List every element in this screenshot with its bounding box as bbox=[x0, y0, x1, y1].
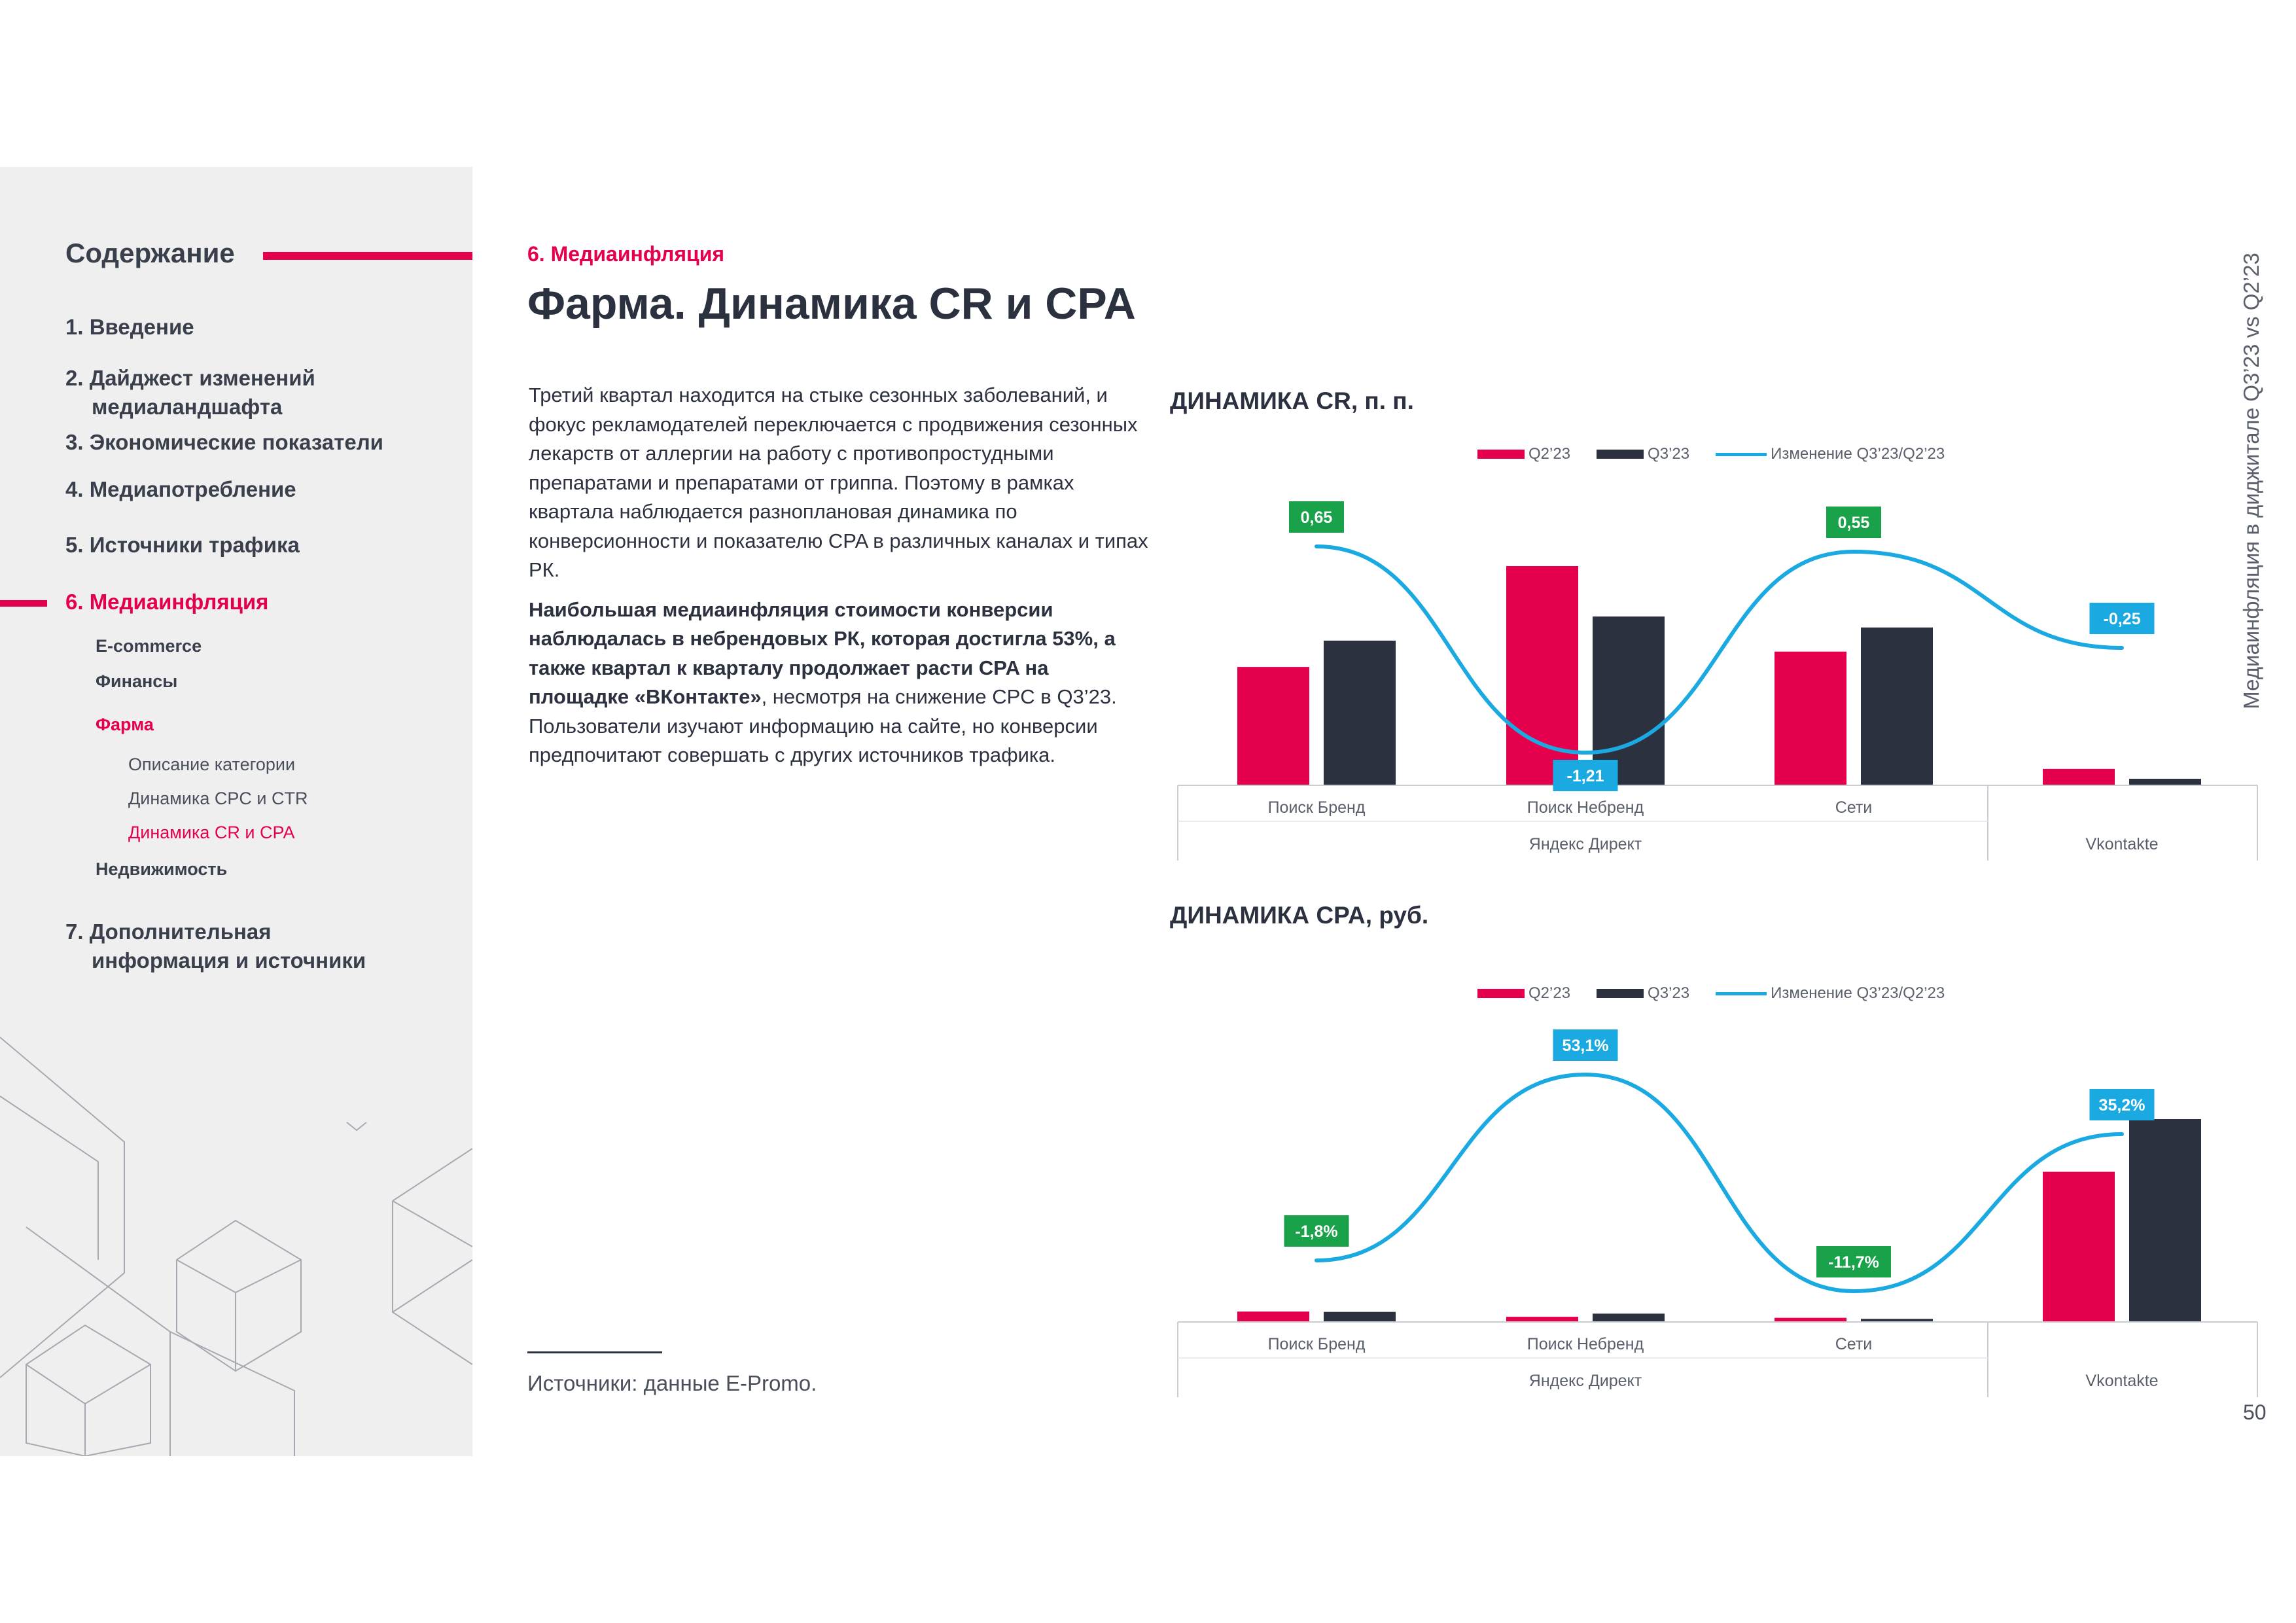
group-label-vkontakte: Vkontakte bbox=[2085, 835, 2159, 853]
legend-label-change: Изменение Q3’23/Q2’23 bbox=[1771, 984, 1945, 1002]
change-label-text-3: 35,2% bbox=[2098, 1096, 2146, 1115]
vertical-report-title: Медиаинфляция в диджитале Q3’23 vs Q2’23 bbox=[2239, 253, 2263, 709]
legend-item-q2 bbox=[1477, 984, 1570, 1003]
legend-swatch-q2 bbox=[1477, 989, 1525, 998]
toc-sub-real-estate[interactable]: Недвижимость bbox=[96, 859, 228, 879]
category-label-2: Сети bbox=[1835, 798, 1873, 817]
legend-item-q3 bbox=[1597, 984, 1689, 1003]
table-of-contents-sidebar bbox=[0, 167, 472, 1456]
legend-item-q2 bbox=[1477, 445, 1570, 463]
legend-label-change: Изменение Q3’23/Q2’23 bbox=[1771, 445, 1945, 463]
change-label-1 bbox=[1553, 760, 1618, 791]
toc-item-digest-line2[interactable]: медиаландшафта bbox=[92, 395, 283, 419]
change-line bbox=[1316, 1075, 2122, 1291]
change-line bbox=[1316, 546, 2122, 753]
category-label-0: Поиск Бренд bbox=[1267, 798, 1366, 817]
legend-item-q3 bbox=[1597, 445, 1689, 463]
chart-cr bbox=[1165, 484, 2277, 864]
toc-item-media-inflation[interactable]: 6. Медиаинфляция bbox=[65, 590, 269, 614]
legend-swatch-q3 bbox=[1597, 989, 1644, 998]
toc-sub-ecommerce[interactable]: E-commerce bbox=[96, 636, 202, 656]
change-label-2 bbox=[1816, 1246, 1891, 1277]
bar-q2-1 bbox=[1506, 1317, 1578, 1322]
bar-q3-0 bbox=[1324, 641, 1396, 785]
chart-cr-legend bbox=[1477, 445, 1971, 463]
bar-q2-0 bbox=[1237, 1311, 1309, 1322]
legend-label-q2: Q2’23 bbox=[1528, 445, 1571, 463]
section-label: 6. Медиаинфляция bbox=[527, 242, 725, 266]
toc-heading-accent-bar bbox=[263, 252, 472, 260]
toc-item-media-consumption[interactable]: 4. Медиапотребление bbox=[65, 477, 296, 501]
legend-item-change bbox=[1716, 445, 1945, 463]
change-label-text-2: -11,7% bbox=[1828, 1253, 1879, 1272]
change-label-3 bbox=[2090, 603, 2155, 634]
decorative-cubes-pattern bbox=[0, 1024, 472, 1456]
group-label-yandex: Яндекс Директ bbox=[1528, 835, 1642, 853]
toc-item-economics[interactable]: 3. Экономические показатели bbox=[65, 430, 383, 454]
source-note: Источники: данные E-Promo. bbox=[527, 1371, 817, 1395]
bar-q3-1 bbox=[1593, 1313, 1665, 1322]
toc-sub-finance[interactable]: Финансы bbox=[96, 671, 178, 691]
change-label-text-1: -1,21 bbox=[1566, 767, 1604, 785]
page-number: 50 bbox=[2243, 1400, 2267, 1424]
toc-sub-pharma[interactable]: Фарма bbox=[96, 715, 154, 734]
bar-q3-2 bbox=[1861, 628, 1933, 785]
legend-swatch-q3 bbox=[1597, 450, 1644, 459]
legend-item-change bbox=[1716, 984, 1945, 1003]
chart-cpa-legend bbox=[1477, 984, 1971, 1003]
toc-active-marker bbox=[0, 600, 47, 607]
body-paragraph-2-highlight: Наибольшая медиаинфляция стоимости конверсии наблюдалась в небрендовых РК, которая достигла 53%, а также квартал к кварталу продолжает расти CPA на площадке «ВКонтакте» bbox=[529, 597, 1116, 708]
category-label-2: Сети bbox=[1835, 1335, 1873, 1353]
toc-item-additional-info-line2[interactable]: информация и источники bbox=[92, 948, 366, 972]
chart-cr-title: ДИНАМИКА CR, п. п. bbox=[1170, 387, 1414, 414]
legend-swatch-change bbox=[1716, 992, 1767, 995]
legend-swatch-q2 bbox=[1477, 450, 1525, 459]
category-label-1: Поиск Небренд bbox=[1527, 798, 1644, 817]
toc-pharma-category-description[interactable]: Описание категории bbox=[128, 755, 296, 774]
change-label-text-0: -1,8% bbox=[1295, 1222, 1338, 1241]
change-label-0 bbox=[1284, 1215, 1349, 1247]
chart-cpa-title: ДИНАМИКА CPA, руб. bbox=[1170, 902, 1429, 929]
change-label-text-2: 0,55 bbox=[1837, 514, 1870, 532]
chart-cpa bbox=[1165, 1021, 2277, 1400]
category-label-0: Поиск Бренд bbox=[1267, 1335, 1366, 1353]
category-axis bbox=[1178, 1322, 2257, 1397]
change-label-text-3: -0,25 bbox=[2103, 610, 2141, 628]
body-text bbox=[529, 381, 1150, 781]
category-axis bbox=[1178, 785, 2257, 861]
bar-q2-3 bbox=[2043, 1172, 2115, 1322]
change-label-text-0: 0,65 bbox=[1300, 508, 1333, 527]
toc-pharma-cpc-ctr[interactable]: Динамика CPC и CTR bbox=[128, 789, 308, 808]
bar-q2-2 bbox=[1775, 652, 1846, 785]
bar-q3-0 bbox=[1324, 1312, 1396, 1322]
bar-q2-0 bbox=[1237, 667, 1309, 785]
legend-swatch-change bbox=[1716, 453, 1767, 456]
source-divider bbox=[527, 1351, 662, 1353]
category-label-1: Поиск Небренд bbox=[1527, 1335, 1644, 1353]
body-paragraph-2 bbox=[529, 596, 1150, 770]
change-label-3 bbox=[2090, 1089, 2155, 1120]
change-label-0 bbox=[1289, 501, 1344, 533]
bar-q2-3 bbox=[2043, 769, 2115, 785]
body-paragraph-2-rest: , несмотря на снижение CPC в Q3’23. Пользователи изучают информацию на сайте, но конверсии предпочитают совершать с других источников трафика. bbox=[529, 685, 1117, 766]
bar-q3-3 bbox=[2129, 1119, 2201, 1322]
toc-heading: Содержание bbox=[65, 238, 235, 268]
group-label-yandex: Яндекс Директ bbox=[1528, 1372, 1642, 1390]
bar-q3-3 bbox=[2129, 779, 2201, 785]
toc-item-additional-info[interactable]: 7. Дополнительная bbox=[65, 919, 272, 944]
body-paragraph-1: Третий квартал находится на стыке сезонных заболеваний, и фокус рекламодателей переключается с продвижения сезонных лекарств от аллергии на работу с противопростудными препаратами и препаратами от гриппа. Поэтому в рамках квартала наблюдается разноплановая динамика по конверсионности и показателю CPA в различных каналах и типах РК. bbox=[529, 383, 1148, 581]
group-label-vkontakte: Vkontakte bbox=[2085, 1372, 2159, 1390]
toc-item-introduction[interactable]: 1. Введение bbox=[65, 315, 194, 339]
toc-item-traffic-sources[interactable]: 5. Источники трафика bbox=[65, 533, 300, 557]
legend-label-q3: Q3’23 bbox=[1648, 445, 1690, 463]
toc-pharma-cr-cpa[interactable]: Динамика CR и CPA bbox=[128, 823, 295, 842]
legend-label-q2: Q2’23 bbox=[1528, 984, 1571, 1002]
change-label-text-1: 53,1% bbox=[1562, 1037, 1609, 1055]
page-title: Фарма. Динамика CR и CPA bbox=[527, 279, 1136, 329]
change-label-1 bbox=[1553, 1029, 1618, 1061]
toc-item-digest[interactable]: 2. Дайджест изменений bbox=[65, 366, 315, 390]
legend-label-q3: Q3’23 bbox=[1648, 984, 1690, 1002]
change-label-2 bbox=[1826, 507, 1881, 538]
